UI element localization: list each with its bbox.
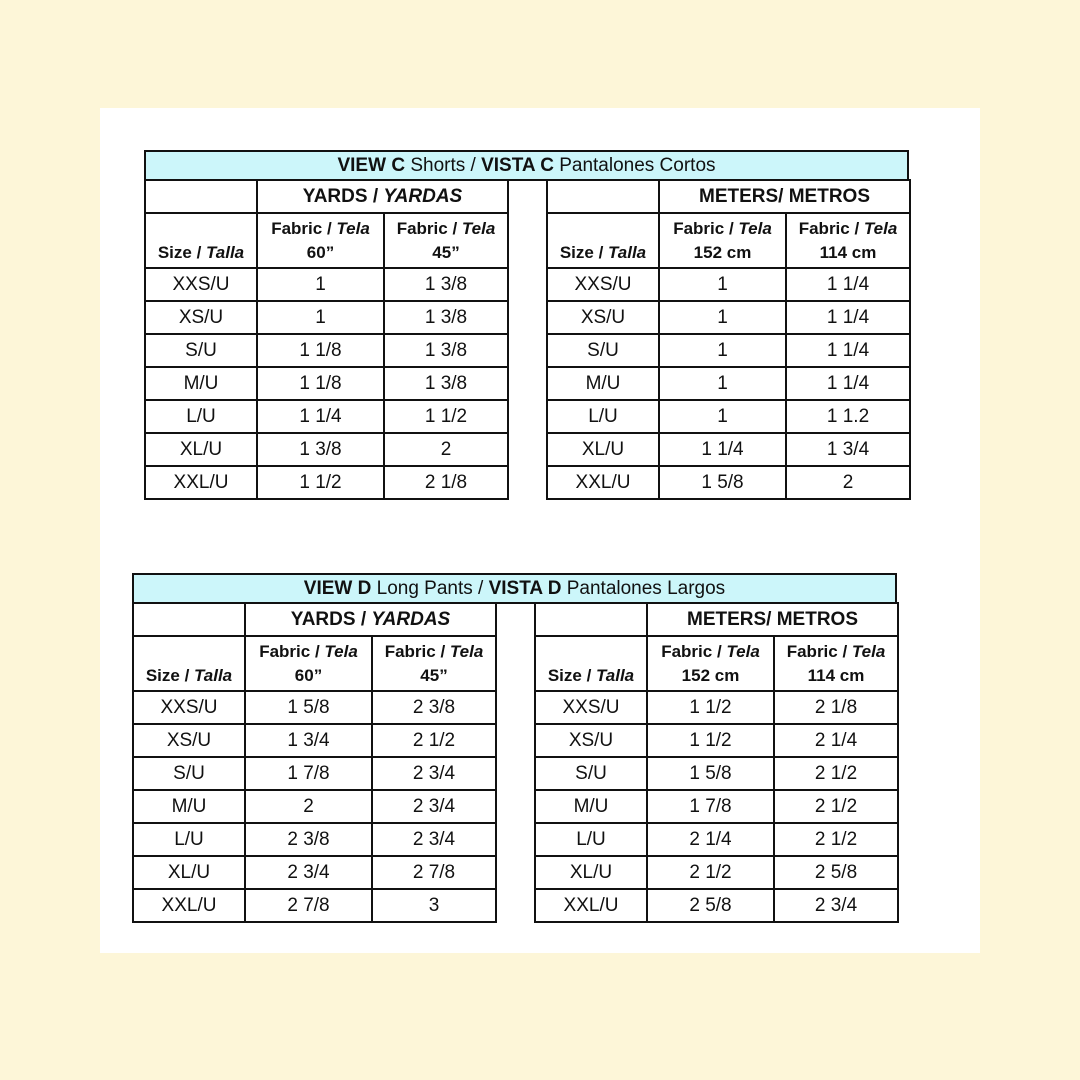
fabric-width-header (659, 213, 786, 268)
amount-cell: 2 3/8 (372, 691, 496, 724)
amount-cell: 2 (245, 790, 372, 823)
table-row (547, 367, 910, 400)
amount-cell: 1 1/4 (786, 268, 910, 301)
size-label: Size / (157, 243, 207, 262)
amount-cell: 2 1/8 (774, 691, 898, 724)
amount-cell: 2 1/2 (647, 856, 774, 889)
fabric-width: 45” (420, 665, 448, 685)
size-cell: M/U (547, 367, 659, 400)
amount-cell: 3 (372, 889, 496, 922)
group-label: YARDS / (290, 608, 372, 630)
amount-cell: 1 (659, 367, 786, 400)
amount-cell: 1 3/8 (257, 433, 384, 466)
amount-cell: 2 1/2 (774, 823, 898, 856)
table-row (535, 889, 898, 922)
amount-cell: 2 5/8 (647, 889, 774, 922)
size-cell: S/U (535, 757, 647, 790)
fabric-width-header (257, 213, 384, 268)
table-row (535, 823, 898, 856)
group-label-es: YARDAS (383, 185, 463, 207)
fabric-width: 60” (294, 665, 323, 685)
fabric-width-header (774, 636, 898, 691)
fabric-label: Fabric / (396, 218, 462, 238)
fabric-width-header (245, 636, 372, 691)
amount-cell: 1 1/8 (257, 334, 384, 367)
section-title (132, 573, 897, 604)
group-header-row (145, 180, 508, 213)
size-cell: XXL/U (145, 466, 257, 499)
table-row (535, 724, 898, 757)
amount-cell: 1 1/2 (647, 724, 774, 757)
table-row (133, 889, 496, 922)
amount-cell: 2 (786, 466, 910, 499)
yards-group-header (257, 180, 508, 213)
table-row (535, 757, 898, 790)
size-column-header (535, 636, 647, 691)
fabric-label: Fabric / (259, 641, 325, 661)
vista-label: VISTA D (488, 577, 562, 599)
amount-cell: 2 3/4 (372, 823, 496, 856)
size-label: Size / (559, 243, 609, 262)
yards-table (132, 602, 497, 923)
amount-cell: 2 1/8 (384, 466, 508, 499)
fabric-label-es: Tela (863, 218, 898, 238)
amount-cell: 2 1/2 (372, 724, 496, 757)
fabric-label: Fabric / (673, 218, 739, 238)
size-label: Size / (547, 666, 597, 685)
table-row (145, 466, 508, 499)
group-header-row (133, 603, 496, 636)
amount-cell: 2 7/8 (245, 889, 372, 922)
group-label: YARDS / (302, 185, 384, 207)
yards-table (144, 179, 509, 500)
amount-cell: 2 5/8 (774, 856, 898, 889)
fabric-label-es: Tela (461, 218, 496, 238)
fabric-width: 45” (432, 242, 460, 262)
amount-cell: 1 1/4 (257, 400, 384, 433)
amount-cell: 1 3/8 (384, 367, 508, 400)
column-header-row (133, 636, 496, 691)
fabric-label: Fabric / (384, 641, 450, 661)
size-label-es: Talla (608, 243, 647, 262)
amount-cell: 1 1/8 (257, 367, 384, 400)
table-row (133, 790, 496, 823)
fabric-width-header (372, 636, 496, 691)
size-column-header (547, 213, 659, 268)
fabric-width: 152 cm (693, 242, 752, 262)
amount-cell: 2 1/4 (647, 823, 774, 856)
amount-cell: 1 3/8 (384, 334, 508, 367)
amount-cell: 1 5/8 (245, 691, 372, 724)
amount-cell: 1 1.2 (786, 400, 910, 433)
size-cell: M/U (535, 790, 647, 823)
amount-cell: 1 7/8 (647, 790, 774, 823)
table-row (547, 466, 910, 499)
amount-cell: 1 1/2 (257, 466, 384, 499)
fabric-label-es: Tela (738, 218, 772, 238)
table-row (145, 400, 508, 433)
blank-cell (535, 603, 647, 636)
amount-cell: 1 3/4 (786, 433, 910, 466)
view-label: VIEW D (303, 577, 372, 599)
amount-cell: 2 1/4 (774, 724, 898, 757)
size-cell: M/U (133, 790, 245, 823)
amount-cell: 1 1/2 (647, 691, 774, 724)
size-label-es: Talla (194, 666, 233, 685)
amount-cell: 1 (659, 334, 786, 367)
amount-cell: 1 1/2 (384, 400, 508, 433)
meters-table (546, 179, 911, 500)
meters-group-header (647, 603, 898, 636)
fabric-label-es: Tela (449, 641, 484, 661)
amount-cell: 1 1/4 (786, 367, 910, 400)
fabric-label: Fabric / (786, 641, 852, 661)
amount-cell: 2 3/4 (774, 889, 898, 922)
size-cell: L/U (547, 400, 659, 433)
size-cell: S/U (133, 757, 245, 790)
table-row (547, 301, 910, 334)
size-cell: L/U (535, 823, 647, 856)
table-row (145, 433, 508, 466)
table-row (133, 691, 496, 724)
table-row (535, 691, 898, 724)
vista-label: VISTA C (481, 154, 554, 176)
blank-cell (547, 180, 659, 213)
title-english: Long Pants / (371, 577, 489, 599)
amount-cell: 1 (659, 301, 786, 334)
size-label: Size / (145, 666, 195, 685)
table-row (535, 856, 898, 889)
size-cell: XL/U (535, 856, 647, 889)
amount-cell: 1 7/8 (245, 757, 372, 790)
size-cell: XXS/U (535, 691, 647, 724)
fabric-label-es: Tela (726, 641, 760, 661)
table-row (133, 856, 496, 889)
table-row (133, 823, 496, 856)
amount-cell: 1 3/8 (384, 268, 508, 301)
size-cell: XL/U (145, 433, 257, 466)
amount-cell: 1 (659, 268, 786, 301)
size-cell: XXS/U (133, 691, 245, 724)
column-header-row (547, 213, 910, 268)
amount-cell: 1 3/4 (245, 724, 372, 757)
table-row (547, 268, 910, 301)
amount-cell: 2 3/4 (245, 856, 372, 889)
table-row (145, 334, 508, 367)
table-row (535, 790, 898, 823)
amount-cell: 2 1/2 (774, 790, 898, 823)
title-spanish: Pantalones Cortos (553, 154, 716, 176)
table-row (547, 400, 910, 433)
size-cell: XXS/U (145, 268, 257, 301)
size-cell: S/U (145, 334, 257, 367)
table-row (547, 433, 910, 466)
amount-cell: 1 (659, 400, 786, 433)
amount-cell: 2 1/2 (774, 757, 898, 790)
fabric-label: Fabric / (798, 218, 864, 238)
fabric-width: 114 cm (819, 242, 877, 262)
fabric-label: Fabric / (661, 641, 727, 661)
size-cell: XXL/U (547, 466, 659, 499)
amount-cell: 1 (257, 268, 384, 301)
size-column-header (145, 213, 257, 268)
section-title (144, 150, 909, 181)
size-label-es: Talla (596, 666, 635, 685)
meters-table (534, 602, 899, 923)
size-cell: XS/U (133, 724, 245, 757)
column-header-row (145, 213, 508, 268)
blank-cell (133, 603, 245, 636)
title-english: Shorts / (405, 154, 482, 176)
amount-cell: 1 5/8 (659, 466, 786, 499)
yards-group-header (245, 603, 496, 636)
size-cell: XS/U (535, 724, 647, 757)
amount-cell: 1 1/4 (659, 433, 786, 466)
amount-cell: 2 3/8 (245, 823, 372, 856)
fabric-label-es: Tela (851, 641, 886, 661)
size-cell: XXS/U (547, 268, 659, 301)
table-row (145, 367, 508, 400)
fabric-label-es: Tela (324, 641, 358, 661)
amount-cell: 1 (257, 301, 384, 334)
table-row (133, 724, 496, 757)
group-label: METERS/ METROS (687, 608, 859, 630)
amount-cell: 2 7/8 (372, 856, 496, 889)
size-column-header (133, 636, 245, 691)
size-cell: XL/U (133, 856, 245, 889)
group-header-row (547, 180, 910, 213)
size-cell: XXL/U (535, 889, 647, 922)
size-cell: L/U (133, 823, 245, 856)
amount-cell: 2 (384, 433, 508, 466)
fabric-width-header (786, 213, 910, 268)
table-row (547, 334, 910, 367)
amount-cell: 1 5/8 (647, 757, 774, 790)
amount-cell: 1 1/4 (786, 301, 910, 334)
column-header-row (535, 636, 898, 691)
fabric-width-header (647, 636, 774, 691)
amount-cell: 2 3/4 (372, 757, 496, 790)
meters-group-header (659, 180, 910, 213)
group-label: METERS/ METROS (699, 185, 871, 207)
amount-cell: 2 3/4 (372, 790, 496, 823)
table-row (145, 268, 508, 301)
size-cell: XS/U (547, 301, 659, 334)
fabric-width: 60” (306, 242, 335, 262)
size-cell: XS/U (145, 301, 257, 334)
amount-cell: 1 3/8 (384, 301, 508, 334)
fabric-width-header (384, 213, 508, 268)
size-label-es: Talla (206, 243, 245, 262)
group-header-row (535, 603, 898, 636)
title-spanish: Pantalones Largos (561, 577, 726, 599)
size-cell: L/U (145, 400, 257, 433)
table-row (145, 301, 508, 334)
size-cell: S/U (547, 334, 659, 367)
size-cell: XXL/U (133, 889, 245, 922)
view-label: VIEW C (337, 154, 406, 176)
amount-cell: 1 1/4 (786, 334, 910, 367)
fabric-width: 152 cm (681, 665, 740, 685)
group-label-es: YARDAS (371, 608, 451, 630)
table-row (133, 757, 496, 790)
fabric-label-es: Tela (336, 218, 370, 238)
blank-cell (145, 180, 257, 213)
fabric-label: Fabric / (271, 218, 337, 238)
size-cell: XL/U (547, 433, 659, 466)
fabric-width: 114 cm (807, 665, 865, 685)
size-cell: M/U (145, 367, 257, 400)
